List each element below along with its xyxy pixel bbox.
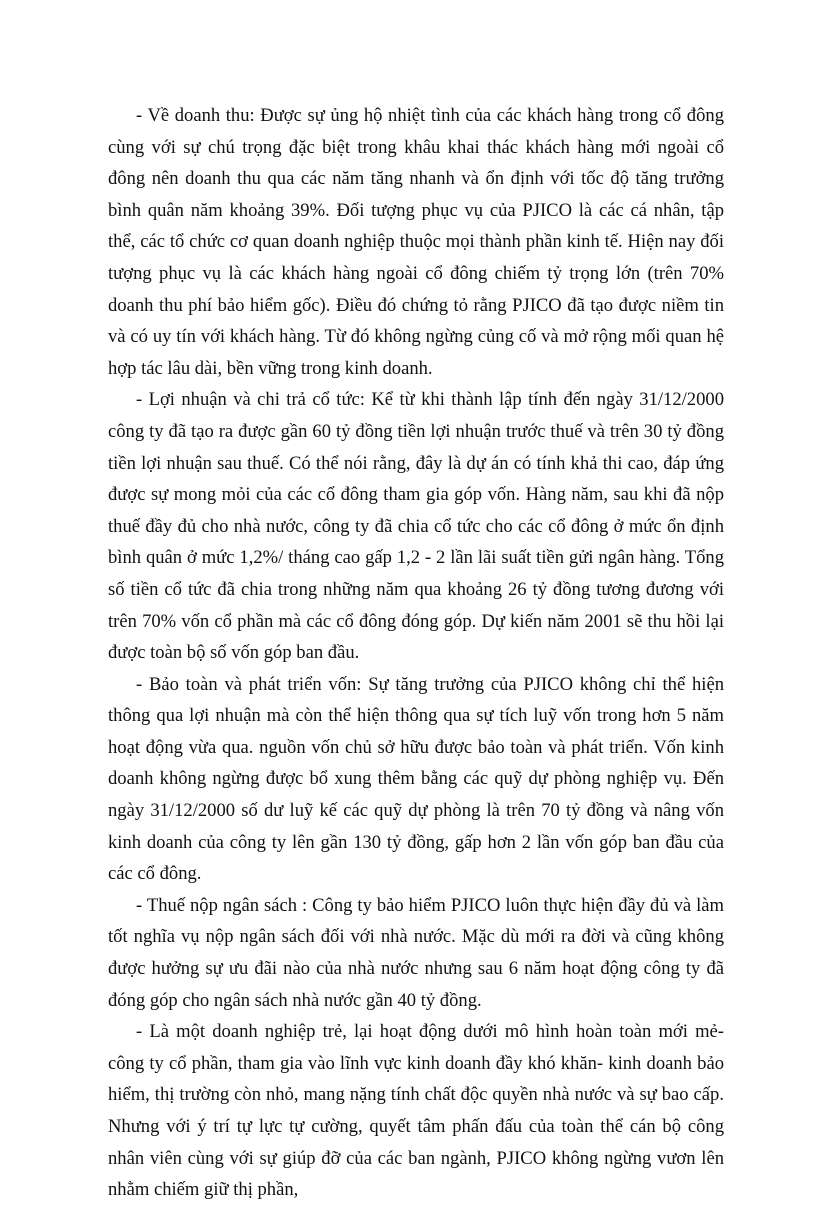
paragraph-revenue: - Về doanh thu: Được sự ủng hộ nhiệt tình của các khách hàng trong cổ đông cùng với sự chú trọng đặc biệt trong khâu khai thác khách hàng mới ngoài cổ đông nên doanh thu qua các năm tăng nhanh và ổn định với tốc độ tăng trưởng bình quân năm khoảng 39%. Đối tượng phục vụ của PJICO là các cá nhân, tập thể, các tổ chức cơ quan doanh nghiệp thuộc mọi thành phần kinh tế. Hiện nay đối tượng phục vụ là các khách hàng ngoài cổ đông chiếm tỷ trọng lớn (trên 70% doanh thu phí bảo hiểm gốc). Điều đó chứng tỏ rằng PJICO đã tạo được niềm tin và có uy tín với khách hàng. Từ đó không ngừng củng cố và mở rộng mối quan hệ hợp tác lâu dài, bền vững trong kinh doanh. bbox=[108, 105, 724, 379]
paragraph-profit-dividends: - Lợi nhuận và chi trả cổ tức: Kể từ khi thành lập tính đến ngày 31/12/2000 công ty đã tạo ra được gần 60 tỷ đồng tiền lợi nhuận trước thuế và trên 30 tỷ đồng tiền lợi nhuận sau thuế. Có thể nói rằng, đây là dự án có tính khả thi cao, đáp ứng được sự mong mỏi của các cổ đông tham gia góp vốn. Hàng năm, sau khi đã nộp thuế đầy đủ cho nhà nước, công ty đã chia cổ tức cho các cổ đông ở mức ổn định bình quân ở mức 1,2%/ tháng cao gấp 1,2 - 2 lần lãi suất tiền gửi ngân hàng. Tổng số tiền cổ tức đã chia trong những năm qua khoảng 26 tỷ đồng tương đương với trên 70% vốn cổ phần mà các cổ đông đóng góp. Dự kiến năm 2001 sẽ thu hồi lại được toàn bộ số vốn góp ban đầu. bbox=[108, 389, 724, 664]
paragraph-young-enterprise: - Là một doanh nghiệp trẻ, lại hoạt động dưới mô hình hoàn toàn mới mẻ- công ty cổ phần, tham gia vào lĩnh vực kinh doanh đầy khó khăn- kinh doanh bảo hiểm, thị trường còn nhỏ, mang nặng tính chất độc quyền nhà nước và sự bao cấp. Nhưng với ý trí tự lực tự cường, quyết tâm phấn đấu của toàn thể cán bộ công nhân viên cùng với sự giúp đỡ của các ban ngành, PJICO không ngừng vươn lên nhằm chiếm giữ thị phần, bbox=[108, 1021, 724, 1201]
document-body bbox=[108, 100, 724, 1206]
paragraph-capital-preservation: - Bảo toàn và phát triển vốn: Sự tăng trưởng của PJICO không chỉ thể hiện thông qua lợi nhuận mà còn thể hiện thông qua sự tích luỹ vốn trong hơn 5 năm hoạt động vừa qua. nguồn vốn chủ sở hữu được bảo toàn và phát triển. Vốn kinh doanh không ngừng được bổ xung thêm bằng các quỹ dự phòng nghiệp vụ. Đến ngày 31/12/2000 số dư luỹ kế các quỹ dự phòng là trên 70 tỷ đồng và nâng vốn kinh doanh của công ty lên gần 130 tỷ đồng, gấp hơn 2 lần vốn góp ban đầu của các cổ đông. bbox=[108, 673, 724, 885]
paragraph-tax-budget: - Thuế nộp ngân sách : Công ty bảo hiểm PJICO luôn thực hiện đầy đủ và làm tốt nghĩa vụ nộp ngân sách đối với nhà nước. Mặc dù mới ra đời và cũng không được hưởng sự ưu đãi nào của nhà nước nhưng sau 6 năm hoạt động công ty đã đóng góp cho ngân sách nhà nước gần 40 tỷ đồng. bbox=[108, 894, 724, 1011]
